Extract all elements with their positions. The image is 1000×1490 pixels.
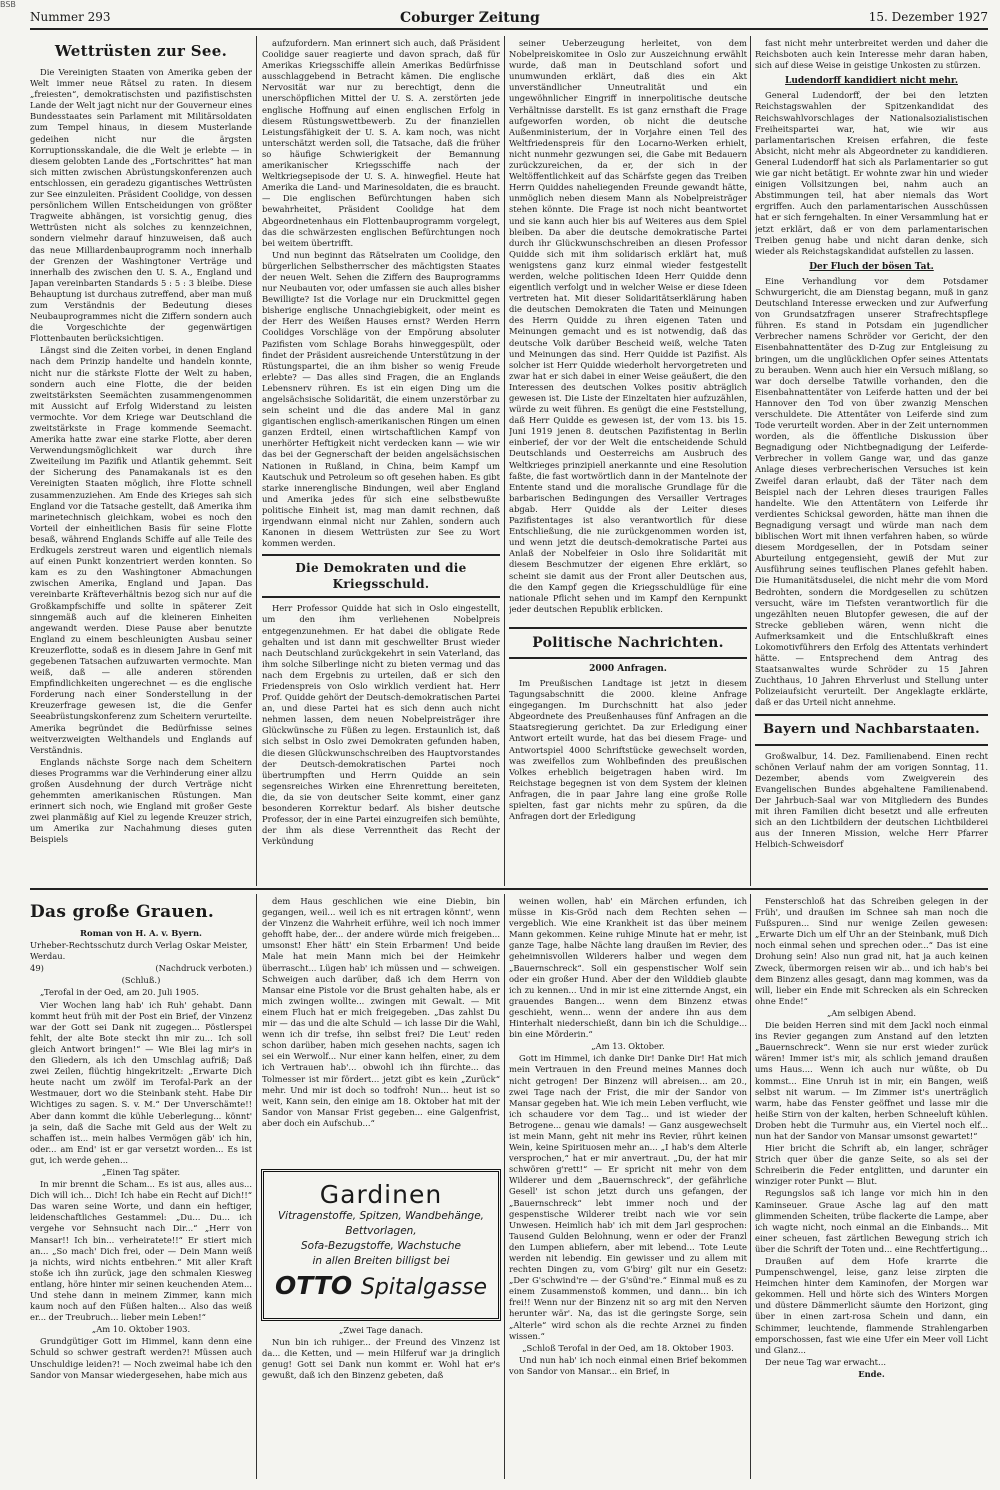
paragraph: dem Haus geschlichen wie eine Diebin, bin gegangen, weil... weil ich es nit ertragen könnt', wenn der Vinzenz die Wahrheit erführe, weil ich noch immer gehofft habe, der... der andere würde mich freigeben... umsonst! Eher hätt' ein Stein Erbarmen! Und beide Male hat mein Mann mich bei der Heimkehr überrascht... Lügen hab' ich müssen und — schweigen. Schweigen auch darüber, daß ich dem Herrn von Mansar eine Pistole vor die Brust gehalten habe, als er mich zwingen wollte... zwingen mit Gewalt. — Mit einem Fluch hat er mich freigegeben. „Das zahlst Du mir — das und die alte Schuld — ich lasse Dir die Wahl, wenn ich dir trefse, ihn selbst frei? Die Leut' reden schon darüber, haben mich gesehen nachts, sagen ich sei ein Werwolf... Nur einer kann helfen, einer, zu dem ich Vertrauen hab'... obwohl ich ihn fürchte... das Tolmesser ist mir fördert... jetzt gibt es kein „Zurück“ mehr. Und mir ist doch so todfroh! Nun... heut ist so weit, Kann sein, den einige am 18. Oktober hat mit der Sandor von Mansar Frist gegeben... eine Galgenfrist, aber doch ein Aufschub...“	[262, 896, 500, 1128]
paragraph: „Am 13. Oktober.	[591, 1041, 665, 1052]
paragraph: Und nun hab' ich noch einmal einen Brief bekommen von Sandor von Mansar... ein Brief, in	[509, 1354, 747, 1376]
article-title: Die Demokraten und die Kriegsschuld.	[262, 554, 500, 598]
novel-end: Ende.	[858, 1368, 885, 1379]
ad-shop-name	[264, 1271, 498, 1300]
paragraph: Grundgütiger Gott im Himmel, kann denn eine Schuld so schwer gestraft werden?! Müssen auch Unschuldige leiden?! — Noch zweimal habe ich den Sandor von Mansar wiedergesehen, habe mich aus	[30, 1336, 252, 1380]
article-kriegsschuld-and-politik	[509, 38, 747, 884]
article-subtitle: 2000 Anfragen.	[589, 663, 667, 674]
novel-column-1	[30, 896, 252, 1478]
paragraph: seiner Ueberzeugung herleitet, von dem Nobelpreiskomitee in Oslo zur Auszeichnung erwählt wurde, daß man in Deutschland sofort und unumwunden erklärt, daß dies ein Akt unverständlicher Unneutralität und ein ungewöhnlicher Eingriff in innerpolitische deutsche Verhältnisse darstellt. Es ist ganz ernsthaft die Frage aufgeworfen worden, ob nicht die deutsche Außenministerium, der in Vorjahre einen Teil des Weltfriedenspreis für den Locarno-Werken erhielt, nicht nunmehr gezwungen sei, die Gabe mit Bedauern zurückzureichen, da er, der sich in der Weltöffentlichkeit auf das Schärfste gegen das Treiben Herrn Quiddes naheliegenden Freunde gewandt hätte, unmöglich neben diesem Mann als Nobelpreisträger stehen könnte. Die Frage ist noch nicht beantwortet und sie kann auch hier bis auf Weiteres aus dem Spiel bleiben. Da aber die deutsche demokratische Partei durch ihr Glückwunschschreiben an diesen Professor Quidde sich mit ihm solidarisch erklärt hat, muß wenigstens ganz kurz einmal wieder festgestellt werden, welche politischen Ideen Herr Quidde denn eigentlich verfolgt und in welcher Weise er diese Ideen vertreten hat. Mit dieser Solidaritätserklärung haben die deutschen Demokraten die Taten und Meinungen des Herrn Quidde zu ihren eigenen Taten und Meinungen gemacht und es ist notwendig, daß das deutsche Volk darüber Bescheid weiß, welche Taten und Meinungen das sind. Herr Quidde ist Pazifist. Als solcher ist Herr Quidde wiederholt hervorgetreten und zwar hat er sich dabei in einer Weise geäußert, die den Interessen des deutschen Volkes positiv abträglich gewesen ist. Die Liste der Einzeltaten hier aufzuzählen, würde zu weit führen. Es genügt die eine Feststellung, daß Herr Quidde es gewesen ist, der vom 13. bis 15. Juni 1919 jenen 8. deutschen Pazifistentag in Berlin einberief, der vor der Welt die entscheidende Schuld Deutschlands und Oesterreichs am Ausbruch des Weltkrieges prinzipiell anerkannte und eine Resolution faßte, die fast wortwörtlich dann in der Mantelnote der Entente stand und die moralische Grundlage für die barbarischen Bedingungen des Versailler Vertrages abgab. Herr Quidde als der Leiter dieses Pazifistentages ist also verantwortlich für diese Entschließung, die nie zurückgenommen worden ist, und wenn jetzt die deutsch-demokratische Partei aus Anlaß der Nobelfeier in Oslo ihre Solidarität mit diesem Beschmutzer der eigenen Ehre erklärt, so scheint sie damit aus der Front aller Deutschen aus, die den Kampf gegen die Kriegsschuldlüge für eine nationale Pflicht sehen und im Kampf den Kernpunkt jeder deutschen Republik erblicken.	[509, 38, 747, 614]
paragraph: Regungslos saß ich lange vor mich hin in den Kaminseuer. Graue Asche lag auf den matt glimmenden Scheiten, trübe flackerte die Lampe, aber ich wagte nicht, noch einmal an die Einbands... Mit einer scheuen, fast zärtlichen Bewegung strich ich über die Schrift der Toten und... eine Rechtfertigung...	[755, 1188, 988, 1254]
paragraph: Gott im Himmel, ich danke Dir! Danke Dir! Hat mich mein Vertrauen in den Freund meines Mannes doch nicht getrogen! Der Binzenz will abreisen... am 20., zwei Tage nach der Frist, die mir der Sandor von Mansar gegeben hat. Wie ich mein Leben verflucht, wie ich schaudere vor dem Tag... und ist wieder der Betrogene... genau wie damals! — Ganz ausgewechselt ist mein Mann, geht nit mehr ins Revier, rührt keinen Wein, keine Spirituosen mehr an... „I hab's dem Alterle versprochen,“ hat er mir anvertraut. „Du, der hat mir schwören g'rett!“ — Er spricht nit mehr von dem Wilderer und dem „Bauernschreck“, der gefährliche Gesell' ist schon jetzt durch uns gefangen, der „Bauernschreck“ lebt immer noch und der gespenstische Wilderer treibt nach wie vor sein Unwesen. Heimlich hab' ich mit dem Jarl gesprochen: Tausend Gulden Belohnung, wenn er oder der Franzl den Lumpen abliefern, aber mit lebend... Tote Leute werden nit lebendig. Ein gewisser und zu allem mit rechten Dingen zu, vom G'birg' gilt nur ein Gesetz: „Der G'schwind're — der G'sünd're.“ Einmal muß es zu einem Zusammenstoß kommen, und dann... bin ich frei!! Wenn nur der Binzenz nit so arg mit den Nerven herunter wär'. Na, das ist die geringste Sorge, sein „Alterle“ wird schon als die rechte Arznei zu finden wissen.“	[509, 1053, 747, 1341]
paragraph: Draußen auf dem Hofe krarrte die Pumpenschwengel, leise, ganz leise zirpten die Heimchen hinter dem Kaminofen, der Morgen war gekommen. Hell und hörte sich des Winters Morgen und düstere Dämmerlicht säumte den Horizont, ging über in einen zart-rosa Schein und dann, ein Schimmer, leuchtende, flammende Strahlengarben emporschossen, fast wie eine Ufer ein Meer voll Licht und Glanz...	[755, 1256, 988, 1355]
novel-end-note: (Schluß.)	[121, 975, 161, 986]
issue-number: Nummer 293	[30, 10, 111, 24]
reprint-notice: (Nachdruck verboten.)	[155, 963, 252, 974]
paragraph: Die beiden Herren sind mit dem Jackl noch einmal ins Revier gegangen zum Anstand auf den letzten „Bauernschreck“. Wenn sie nur erst wieder zurück wären! Immer ist's mir, als schlich jemand draußen ums Haus.... Wenn ich auch nur wüßte, ob Du kommst... Eine Unruh ist in mir, ein Bangen, weiß selbst nit warum. — Im Zimmer ist's unerträglich warm, habe das Fenster geöffnet und lasse mir die heiße Stirn von der kalten, herben Schneeluft kühlen. Droben hebt die Turmuhr aus, ein Viertel noch elf... nun hat der Sandor von Mansar umsonst gewartet!“	[755, 1020, 988, 1141]
library-mark: BSB	[0, 0, 16, 9]
paragraph: „Einen Tag später.	[101, 1166, 181, 1177]
paragraph: „Schloß Terofal in der Oed, am 18. Oktober 1903.	[522, 1342, 734, 1353]
ad-place: Spitalgasse	[360, 1275, 488, 1300]
paragraph: aufzufordern. Man erinnert sich auch, daß Präsident Coolidge sauer reagierte und davon sprach, daß für Amerikas Kriegsschiffe allein Amerikas Bedürfnisse ausschlaggebend in Betracht kämen. Die englische Nervosität war nur zu berechtigt, denn die unerschöpflichen Mittel der U. S. A. zerstörten jede englische Hoffnung auf einen englischen Erfolg in diesem Rüstungswettbewerb. Zu der finanziellen Leistungsfähigkeit der U. S. A. kam noch, was nicht unterschätzt werden soll, die Tatsache, daß die früher so häufige Schwierigkeit der Bemannung amerikanischer Kriegsschiffe nach der Weltkriegsepisode der U. S. A. hinwegfiel. Heute hat Amerika die Land- und Marinesoldaten, die es braucht. — Die englischen Befürchtungen haben sich bewahrheitet, Präsident Coolidge hat dem Abgeordnetenhaus ein Flottenbauprogramm vorgelegt, das die schwärzesten englischen Befürchtungen noch bei weitem übertrifft.	[262, 38, 500, 248]
paragraph: Englands nächste Sorge nach dem Scheitern dieses Programms war die Verhinderung einer allzu großen Ausdehnung der durch Verträge nicht gehemmten amerikanischen Rüstungen. Man erinnert sich noch, wie England mit großer Geste zwei planmäßig auf Kiel zu legende Kreuzer strich, um Amerika zur Nachahmung dieses guten Beispiels	[30, 756, 252, 845]
paragraph: „Terofal in der Oed, am 20. Juli 1905.	[40, 987, 199, 998]
paragraph: Der neue Tag war erwacht...	[765, 1356, 887, 1367]
ad-line: in allen Breiten billigst bei	[312, 1255, 450, 1267]
ad-title: Gardinen	[319, 1180, 443, 1209]
article-column-four	[755, 38, 988, 884]
paragraph: Hier bricht die Schrift ab, ein langer, schräger Strich quer über die ganze Seite, so als sei der Schreiberin die Feder entglitten, und darunter ein winziger roter Punkt — Blut.	[755, 1143, 988, 1187]
issue-date: 15. Dezember 1927	[868, 10, 988, 24]
paragraph: Eine Verhandlung vor dem Potsdamer Schwurgericht, die am Dienstag begann, muß in ganz Deutschland Interesse erwecken und zur Aufwerfung von Grundsatzfragen unserer Strafrechtspflege führen. Es stand in Potsdam ein jugendlicher Verbrecher namens Schröder vor Gericht, der den Eisenbahnattentäter des D-Zug zur Entgleisung zu bringen, um die unglücklichen Opfer seines Attentats zu berauben. Wenn auch hier ein Versuch mißlang, so war doch derselbe Tatwille vorhanden, den die Eisenbahnattentäter von Leiferde hatten und der bei Hannover den Tod von über zwanzig Menschen verschuldete. Die Attentäter von Leiferde sind zum Tode verurteilt worden. Aber in der Zeit unternommen worden, als die öffentliche Diskussion über Begnadigung oder Nichtbegnadigung der Leiferde-Verbrecher in vollem Gange war, und das ganze Anlage dieses verbrecherischen Versuches ist kein Zweifel daran erlaubt, daß der Täter nach dem Beispiel nach der Lehren dieses traurigen Falles handelte. Wie den Attentätern von Leiferde ihr verdientes Schicksal geworden, hätte man ihnen die Begnadigung versagt und würde man nach dem biblischen Wort mit ihnen verfahren haben, so würde diesem Mordgesellen, der in Potsdam seiner Aburteilung entgegensieht, gewiß der Mut zur Ausführung seines teuflischen Planes gefehlt haben. Die Humanitätsduselei, die nicht mehr die vom Mord Bedrohten, sondern die Mordgesellen zu schützen versucht, wäre im Tiefsten verantwortlich für die ungezählten neuen Blutopfer gewesen, die auf der Strecke geblieben wären, wenn nicht die Aufmerksamkeit und die Entschlußkraft eines Lokomotivführers den Erfolg des Attentats verhindert hätte. — Entsprechend dem Antrag des Staatsanwaltes wurde Schröder zu 15 Jahren Zuchthaus, 10 Jahren Ehrverlust und Stellung unter Polizeiaufsicht verurteilt. Der Angeklagte erklärte, daß er das Urteil nicht annehme.	[755, 275, 988, 708]
article-wettruesten	[30, 38, 252, 884]
novel-copyright: Urheber-Rechtsschutz durch Verlag Oskar Meister, Werdau.	[30, 940, 248, 962]
paragraph: „Am 10. Oktober 1903.	[91, 1324, 191, 1335]
paragraph: Fensterschloß hat das Schreiben gelegen in der Früh', und draußen im Schnee sah man noch die Fußspuren... Sind nur wenige Zeilen gewesen: „Erwarte Dich um elf Uhr an der Steinbank, muß Dich noch einmal sehen und sprechen oder...“ Das ist eine Drohung sein! Also nun grad nit, hat ja auch keinen Zweck, übermorgen reisen wir ab... und ich hab's bei dem Binzenz alles gesagt, dann mag kommen, was da will, lieber ein Ende mit Schrecken als ein Schrecken ohne Ende!“	[755, 896, 988, 1006]
novel-column-4	[755, 896, 988, 1478]
paragraph: weinen wollen, hab' ein Märchen erfunden, ich müsse in Kis-Gröd nach dem Rechten sehen — vergeblich. Wie eine Krankheit ist das über meinem Mann gekommen. Keine ruhige Minute hat er mehr, ist ganze Tage, halbe Nächte lang draußen im Revier, des geheimnisvollen Wilderers halber und wegen dem „Bauernschreck“. Soll ein gespenstischer Wolf sein oder ein großer Hund. Aber der den Wilddieb glaubte ich zu kennen... Und in mir ist eine zitternde Angst, ein grauendes Bangen... wenn dem Binzenz etwas geschieht, wenn... wenn der andere ihn aus dem Hinterhalt niederschießt, dann bin ich die Schuldige... bin eine Mörderin.“	[509, 896, 747, 1040]
ad-line: Vitragenstoffe, Spitzen, Wandbehänge, Bettvorlagen,	[277, 1210, 485, 1237]
ad-line: Sofa-Bezugstoffe, Wachstuche	[300, 1240, 462, 1252]
paragraph: General Ludendorff, der bei den letzten Reichstagswahlen der Spitzenkandidat des Reichswahlvorschlages der Nationalsozialistischen Freiheitspartei war, hat, wie wir aus parlamentarischen Kreisen erfahren, die feste Absicht, nicht mehr als Abgeordneter zu kandidieren. General Ludendorff hat sich als Parlamentarier so gut wie gar nicht betätigt. Er wohnte zwar hin und wieder einigen Vollsitzungen bei, nahm auch an Abstimmungen teil, hat aber niemals das Wort ergriffen. Auch den parlamentarischen Ausschüssen hat er sich ferngehalten. In einer Versammlung hat er jetzt erklärt, daß er von dem parlamentarischen Treiben genug habe und nicht daran denke, sich wieder als Reichstagskandidat aufstellen zu lassen.	[755, 90, 988, 256]
paragraph: Nun bin ich ruhiger... der Freund des Vinzenz ist da... die Ketten, und — mein Hilferuf war ja dringlich genug! Gott sei Dank nun kommt er. Wohl hat er's gewußt, daß ich den Binzenz gebeten, daß	[262, 1337, 500, 1381]
paragraph: Vier Wochen lang hab' ich Ruh' gehabt. Dann kommt heut früh mit der Post ein Brief, der Vinzenz war der Gott sei Dank nit zugegen... Pöstlerspei fehlt, der alte Bote steckt ihn mir zu... Ich soll gleich Antwort bringen!“ — Wie Blei lag mir's in den Gliedern, als ich den Umschlag aufriß; Daß zwei Zeilen, flüchtig hingekritzelt: „Erwarte Dich heute nacht um zwölf im Terofal-Park an der Westmauer, dort wo die Steinbank steht. Habe Dir Wichtiges zu sagen. S. v. M.“ Der Unverschämte!! Aber dann kommt die kühle Ueberlegung... könnt' ja sein, daß die Sache mit Geld aus der Welt zu schaffen ist... mein halbes Vermögen gäb' ich hin, oder... am End' ist er gar versetzt worden... Es ist gut, ich werde gehen...	[30, 999, 252, 1165]
paragraph: Herr Professor Quidde hat sich in Oslo eingestellt, um den ihm verliehenen Nobelpreis entgegenzunehmen. Er hat dabei die obligate Rede gehalten und ist dann mit geschwellter Brust wieder nach Deutschland zurückgekehrt in sein Vaterland, das ihm solche Silberlinge nicht zu bieten vermag und das nach dem Ergebnis zu urteilen, daß er sich den Friedenspreis von Oslo wirklich verdient hat. Herr Prof. Quidde gehört der Deutsch-demokratischen Partei an, und diese Partei hat es sich denn auch nicht nehmen lassen, dem neuen Nobelpreisträger ihre Glückwünsche zu Füßen zu legen. Erstaunlich ist, daß sich selbst in Oslo zwei Demokraten gefunden haben, die diesen Glückwunschschreiben des Hauptvorstandes der Deutsch-demokratischen Partei noch übertrumpften und Herrn Quidde an sein segensreiches Wirken eine Ehrenrettung bereiteten, die, da sie von deutscher Seite kommt, einer ganz besonderen Korrektur bedarf. Als bisher deutsche Professor, der in eine Partei einzugreifen sich bemühte, der ihm als diese Verrenntheit das Recht der Verkündung	[262, 603, 500, 847]
paragraph: Im Preußischen Landtage ist jetzt in diesem Tagungsabschnitt die 2000. kleine Anfrage eingegangen. Im Durchschnitt hat also jeder Abgeordnete des Preußenhauses fünf Anfragen an die Staatsregierung gerichtet. Da zur Erledigung einer Antwort erteilt wurde, hat das bei diesem Frage- und Antwortspiel 4000 Schriftstücke gewechselt worden, was zweifellos zum Wohlbefinden des preußischen Volkes erheblich beigetragen haben wird. Im Reichstage begegnen ist von dem System der kleinen Anfragen, die in paar Jahre lang eine große Rolle spielten, fast gar nichts mehr zu spüren, da die Anfragen dort der Erledigung	[509, 677, 747, 822]
article-continuation-and-kriegsschuld	[262, 38, 500, 884]
page-header	[30, 8, 988, 30]
novel-author: Roman von H. A. v. Byern.	[80, 928, 202, 938]
novel-column-2-top	[262, 896, 500, 1166]
paragraph: Großwalbur, 14. Dez. Familienabend. Einen recht schönen Verlauf nahm der am vorigen Sonntag, 11. Dezember, abends vom Zweigverein des Evangelischen Bundes abgehaltene Familienabend. Der Jahrbuch-Saal war von Mitgliedern des Bundes mit ihren Familien dicht besetzt und alle erfreuten sich an den Lichtbildern der deutschen Lichtbilderei aus der Inneren Mission, welche Herr Pfarrer Helbich-Schweisdorf	[755, 750, 988, 850]
section-title: Bayern und Nachbarstaaten.	[755, 714, 988, 746]
novel-installment	[30, 963, 252, 974]
paragraph: Längst sind die Zeiten vorbei, in denen England nach dem Prinzip handelte und handeln konnte, nicht nur die stärkste Flotte der Welt zu haben, sondern auch eine Flotte, die der beiden zweitstärksten Seemächten zusammengenommen mit Aussicht auf Erfolg Widerstand zu leisten vermochte. Vor dem Kriege war Deutschland die zweitstärkste in Frage kommende Seemacht. Amerika hatte zwar eine starke Flotte, aber deren Verwendungsmöglichkeit war durch ihre Zweiteilung im Pazifik und Atlantik gehemmt. Seit der Sicherung des Panamakanals ist es den Vereinigten Staaten möglich, ihre Flotte schnell zusammenzuziehen. Am Ende des Krieges sah sich England vor die Tatsache gestellt, daß Amerika ihm marinetechnisch gleichkam, wobei es noch den Vorteil der einheitlichen Basis für seine Flotte besaß, während Englands Schiffe auf alle Teile des Erdkugels zerstreut waren und eigentlich niemals auf einen Punkt konzentriert werden konnten. So kam es zu den Washingtoner Abmachungen zwischen Amerika, England und Japan. Das vereinbarte Kräfteverhältnis bezog sich nur auf die Großkampfschiffe und sollte in späterer Zeit sinngemäß auch auf die kleineren Einheiten angewandt werden. Diese Pause aber benutzte England zu einem beschleunigten Ausbau seiner Kreuzerflotte, sodaß es in diesem Jahre in Genf mit gegebenen Tatsachen aufzuwarten vermochte. Man weiß, daß — alle anderen störenden Empfindlichkeiten ungerechnet — es die englische Forderung nach einer Sonderstellung in der Kreuzerfrage gewesen ist, die die Genfer Seeabrüstungskonferenz zum Scheitern verurteilte. Amerika begründet die Bedürfnisse seines weitverzweigten Welthandels und Englands auf Verständnis.	[30, 345, 252, 755]
article-subtitle: Der Fluch der bösen Tat.	[809, 261, 934, 272]
section-title: Politische Nachrichten.	[509, 627, 747, 659]
novel-column-3	[509, 896, 747, 1478]
masthead: Coburger Zeitung	[400, 10, 540, 26]
ad-name: OTTO	[274, 1271, 353, 1300]
novel-column-2-bottom	[262, 1325, 500, 1478]
paragraph: Die Vereinigten Staaten von Amerika geben der Welt immer neue Rätsel zu raten. In diesem „freiesten“, demokratischsten und pazifistischsten Lande der Welt jagt nicht nur der Gouverneur eines Bundesstaates sein Parlament mit Militärsoldaten zum Tempel hinaus, in diesem Musterlande gedeihen nicht nur die ärgsten Korruptionsskandale, die die Welt je erlebte — in diesem gelobten Lande des „Fortschrittes“ hat man sich mitten zwischen Abrüstungskonferenzen auch entschlossen, ein geradezu gigantisches Wettrüsten zur See einzuleiten. Präsident Coolidge, von dessen persönlichem Willen Entscheidungen von größter Tragweite abhängen, ist vorsichtig genug, dies Wettrüsten nicht als solches zu kennzeichnen, sondern vielmehr darauf hinzuweisen, daß auch das neue Milliardenbauprogramm noch innerhalb der Grenzen der Washingtoner Verträge und innerhalb des zwischen den U. S. A., England und Japan vereinbarten Standards 5 : 5 : 3 bleibe. Diese Behauptung ist durchaus zutreffend, aber man muß zum Verständnis der Bedeutung dieses Neubauprogrammes nicht die Ziffern sondern auch die Vorgeschichte der gegenwärtigen Flottenbauten berücksichtigen.	[30, 67, 252, 344]
paragraph: In mir brennt die Scham... Es ist aus, alles aus... Dich will ich... Dich! Ich habe ein Recht auf Dich!!“ Das waren seine Worte, und dann ein heftiger, leidenschaftliches Gestammel: „Du... Du... ich vergehe vor Sehnsucht nach Dir...“ „Herr von Mansar!! Ich bin... verheiratete!!“ Er stiert mich an... „So mach' Dich frei, oder — Dein Mann weiß ja nichts, wird nichts entbehren.“ Mit aller Kraft stoße ich ihn zurück, jage den schmalen Kiesweg entlang, höre hinter mir seinen keuchenden Atem... Und stehe dann in meinem Zimmer, kann mich kaum noch auf den Füßen halten... Also das weiß er... der Treubruch... lieber mein Leben!“	[30, 1179, 252, 1323]
paragraph: Und nun beginnt das Rätselraten um Coolidge, den bürgerlichen Selbstherrscher des mächtigsten Staates der neuen Welt. Sehen die Ziffern des Bauprogramms nur Neubauten vor, oder umfassen sie auch alles bisher Bewilligte? Ist die Vorlage nur ein Druckmittel gegen bisherige englische Unnachgiebigkeit, oder meint es der Herr des Weißen Hauses ernst? Werden Herrn Coolidges Vorschläge von der Empörung absoluter Pazifisten vom Schlage Borahs hinweggespült, oder findet der Präsident ausreichende Unterstützung in der Rüstungspartei, die an ihm bisher so wenig Freude erlebte? — Das alles sind Fragen, die an Englands Lebensnerv rühren. Es ist ein eigen Ding um die angelsächsische Solidarität, die einem unzerstörbar zu sein scheint und die das andere Mal in ganz gigantischen englisch-amerikanischen Ringen um einen ganzen Erdteil, einen wirtschaftlichen Kampf von unerhörter Heftigkeit nicht verdecken kann — wie wir das bei der Gegnerschaft der beiden angelsächsischen Nationen in Rußland, in China, beim Kampf um Kautschuk und Petroleum so oft gesehen haben. Es gibt starke innerenglische Bindungen, weil aber England und Amerika jedes für sich eine selbstbewußte politische Einheit ist, mag man damit rechnen, daß irgendwann einmal nicht nur Zahlen, sondern auch Kanonen in diesem Wettrüsten zur See zu Wort kommen werden.	[262, 249, 500, 549]
paragraph: fast nicht mehr unterbreitet werden und daher die Reichsboten auch kein Interesse mehr daran haben, sich auf diese Weise in geistige Unkosten zu stürzen.	[755, 38, 988, 71]
article-title: Wettrüsten zur See.	[54, 42, 228, 60]
installment-number: 49)	[30, 963, 44, 974]
article-subtitle: Ludendorff kandidiert nicht mehr.	[785, 76, 958, 87]
otto-advertisement	[261, 1169, 501, 1321]
paragraph: „Zwei Tage danach.	[338, 1325, 424, 1335]
paragraph: „Am selbigen Abend.	[826, 1007, 917, 1018]
novel-title: Das große Grauen.	[30, 902, 215, 922]
